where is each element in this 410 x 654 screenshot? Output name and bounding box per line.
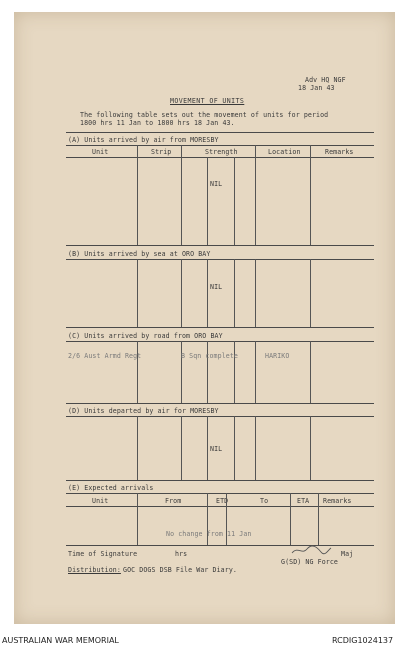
distribution-value: GOC DOGS DSB File War Diary. [123, 566, 237, 574]
column-remarks: Remarks [323, 497, 352, 505]
footer-record-id: RCDIG1024137 [332, 636, 394, 645]
rule [66, 327, 374, 328]
rule [66, 245, 374, 246]
section-a-heading: (A) Units arrived by air from MORESBY [68, 136, 219, 144]
section-c-heading: (C) Units arrived by road from ORO BAY [68, 332, 223, 340]
section-c-unit: 2/6 Aust Armd Regt [68, 352, 142, 360]
column-etd: ETD [216, 497, 229, 505]
handwritten-signature [290, 544, 332, 558]
section-b-entry: NIL [210, 283, 223, 291]
section-c-strength: B Sqn complete [181, 352, 238, 360]
column-strength: Strength [205, 148, 238, 156]
column-eta: ETA [297, 497, 310, 505]
section-d-entry: NIL [210, 445, 223, 453]
header-date: 18 Jan 43 [298, 84, 335, 92]
rule [66, 145, 374, 146]
distribution-label: Distribution: [68, 566, 121, 574]
column-to: To [260, 497, 269, 505]
footer-source: AUSTRALIAN WAR MEMORIAL [2, 636, 119, 645]
section-b-heading: (B) Units arrived by sea at ORO BAY [68, 250, 211, 258]
rule [66, 403, 374, 404]
column-unit: Unit [92, 148, 109, 156]
section-e-entry: No change from 11 Jan [166, 530, 252, 538]
section-a-entry: NIL [210, 180, 223, 188]
document-title: MOVEMENT OF UNITS [170, 97, 245, 105]
rule [66, 493, 374, 494]
rule [66, 506, 374, 507]
intro-line-2: 1800 hrs 11 Jan to 1800 hrs 18 Jan 43. [80, 119, 235, 127]
column-location: Location [268, 148, 301, 156]
column-from: From [165, 497, 182, 505]
section-e-heading: (E) Expected arrivals [68, 484, 154, 492]
section-d-heading: (D) Units departed by air for MORESBY [68, 407, 219, 415]
rule [66, 259, 374, 260]
column-remarks: Remarks [325, 148, 354, 156]
rule [66, 341, 374, 342]
time-of-signature-value: hrs [175, 550, 188, 558]
rule [66, 157, 374, 158]
section-c-location: HARIKO [265, 352, 290, 360]
rule [66, 480, 374, 481]
rule [66, 416, 374, 417]
column-strip: Strip [151, 148, 172, 156]
rule [66, 132, 374, 133]
time-of-signature-label: Time of Signature [68, 550, 138, 558]
header-office: Adv HQ NGF [305, 76, 346, 84]
signature-unit: G(SD) NG Force [281, 558, 338, 566]
intro-line-1: The following table sets out the movement of units for period [80, 111, 329, 119]
signature-rank: Maj [341, 550, 354, 558]
column-unit: Unit [92, 497, 109, 505]
